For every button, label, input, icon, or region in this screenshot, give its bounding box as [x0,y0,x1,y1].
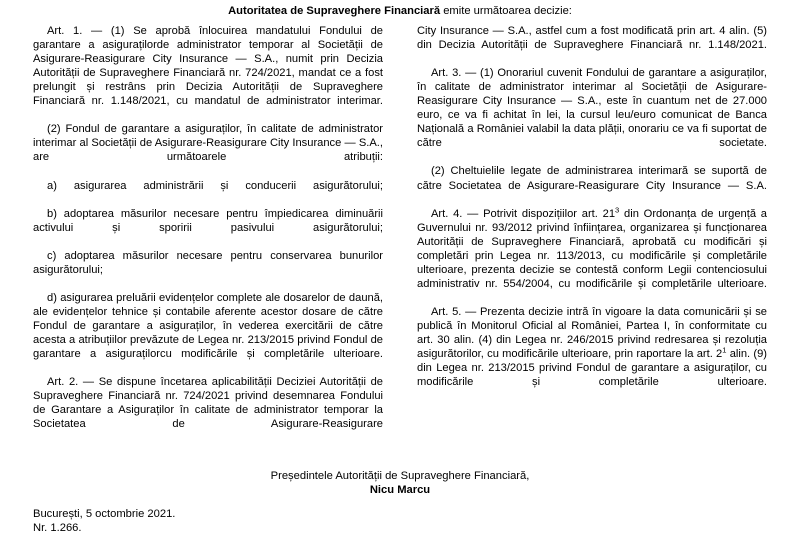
footer-place-date: București, 5 octombrie 2021. [33,508,176,521]
left-column [33,24,383,445]
document-header [0,0,800,18]
footer-number: Nr. 1.266. [33,522,82,535]
paragraph-art-1-lit-d: d) asigurarea preluării evidențelor complete ale dosarelor de daună, ale evidențelor tehnice și contabile aferente acestor dosare de către Fondul de garantare a asiguraților, în vederea exercitării de către acesta a atribuțiilor prevăzute de Legea nr. 213/2015 privind Fondul de garantare a asigurațilorcu modificările și completările ulterioare. [33,291,383,361]
art-5-superscript: 1 [722,345,727,355]
paragraph-art-1-alin-2: (2) Fondul de garantare a asiguraților, în calitate de administrator interimar al Societății de Asigurare-Reasigurare City Insurance — S.A., are următoarele atribuții: [33,123,383,164]
issuing-authority: Autoritatea de Supraveghere Financiară [228,5,441,17]
paragraph-art-5 [417,305,767,403]
paragraph-art-1-lit-b: b) adoptarea măsurilor necesare pentru împiedicarea diminuării activului și sporirii pasivului asigurătorului; [33,207,383,234]
paragraph-art-3-alin-2: (2) Cheltuielile legate de administrarea interimară se suportă de către Societatea de Asigurare-Reasigurare City Insurance — S.A. [417,165,767,192]
paragraph-art-1-lit-c: c) adoptarea măsurilor necesare pentru conservarea bunurilor asigurătorului; [33,249,383,276]
paragraph-art-1-alin-1: Art. 1. — (1) Se aprobă înlocuirea mandatului Fondului de garantare a asigurațilorde administrator temporar al Societății de Asigurare-Reasigurare City Insurance — S.A., numit prin Decizia Autorității de Supraveghere Financiară nr. 724/2021, mandat ce a fost prelungit și restrâns prin Decizia Autorității de Supraveghere Financiară nr. 1.148/2021, cu mandatul de administrator interimar. [33,25,383,108]
document-columns [0,18,800,445]
right-column [417,24,767,445]
signatory-name: Nicu Marcu [369,484,431,497]
paragraph-art-2: Art. 2. — Se dispune încetarea aplicabilității Deciziei Autorității de Supraveghere Financiară nr. 724/2021 privind desemnarea Fondului de Garantare a Asiguraților în calitate de administrator temporar la Societatea de Asigurare-Reasigurare [33,376,383,431]
paragraph-art-3-alin-1: Art. 3. — (1) Onorariul cuvenit Fondului de garantare a asiguraților, în calitate de administrator interimar al Societății de Asigurare-Reasigurare City Insurance — S.A., este în cuantum net de 27.000 euro, ce va fi achitat în lei, la cursul leu/euro comunicat de Banca Națională a României valabil la data plății, onorariu ce va fi suportat de către societate. [417,67,767,150]
signature-block [0,469,800,497]
art-5-text-before-superscript: Art. 5. — Prezenta decizie intră în vigoare la data comunicării și se publică în Monitorul Oficial al României, Partea I, în conformitate cu art. 30 alin. (4) din Legea nr. 246/2015 privind redresarea și rezoluția asigurătorilor, cu modificările ulterioare, prin raportare la art. 2 [417,305,767,361]
art-4-text-after-superscript: din Ordonanța de urgență a Guvernului nr. 93/2012 privind înființarea, organizarea și funcționarea Autorității de Supraveghere Financiară, aprobată cu modificări și completări prin Legea nr. 113/2013, cu modificările și completările ulterioare, prezenta decizie se contestă conform Legii contenciosului administrativ nr. 554/2004, cu modificările și completările ulterioare. [417,207,767,290]
header-rest: emite următoarea decizie: [440,5,572,17]
art-4-superscript: 3 [615,204,620,214]
paragraph-art-2-continued: City Insurance — S.A., astfel cum a fost modificată prin art. 4 alin. (5) din Decizia Autorității de Supraveghere Financiară nr. 1.148/2021. [417,25,767,52]
paragraph-art-4 [417,204,767,305]
document-footer [0,497,800,535]
art-4-text-before-superscript: Art. 4. — Potrivit dispozițiilor art. 21 [431,207,616,220]
paragraph-art-1-lit-a: a) asigurarea administrării și conducerii asigurătorului; [47,179,383,192]
art-5-text-after-superscript: alin. (9) din Legea nr. 213/2015 privind Fondul de garantare a asiguraților, cu modificările și completările ulterioare. [417,348,767,389]
signatory-role: Președintele Autorității de Supraveghere Financiară, [270,470,530,483]
